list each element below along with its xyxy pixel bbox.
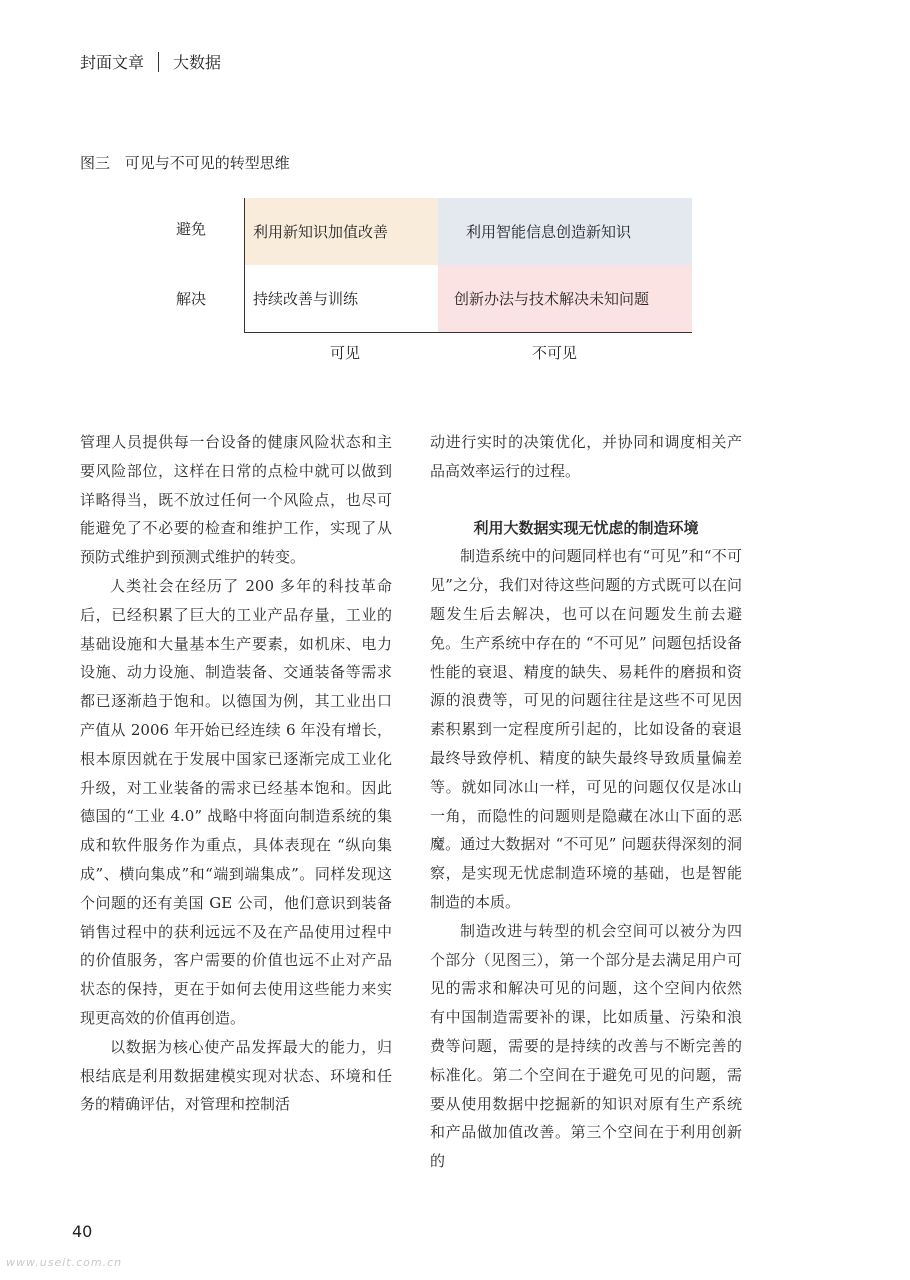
col-label-visible: 可见 <box>330 344 361 362</box>
right-column <box>430 428 742 1176</box>
cell-avoid-visible: 利用新知识加值改善 <box>245 198 438 265</box>
transformation-matrix <box>176 198 696 368</box>
cell-avoid-invisible: 利用智能信息创造新知识 <box>438 198 692 265</box>
paragraph: 动进行实时的决策优化，并协同和调度相关产品高效率运行的过程。 <box>430 433 742 480</box>
paragraph: 人类社会在经历了 200 多年的科技革命后，已经积累了巨大的工业产品存量，工业的基础设施和大量基本生产要素，如机床、电力设施、动力设施、制造装备、交通装备等需求都已逐渐趋于饱和。以德国为例，其工业出口产值从 2006 年开始已经连续 6 年没有增长，根本原因就在于发展中国家已逐渐完成工业化升级，对工业装备的需求已经基本饱和。因此德国的“工业 4.0” 战略中将面向制造系统的集成和软件服务作为重点，具体表现在 “纵向集成”、横向集成”和“端到端集成”。同样发现这个问题的还有美国 GE 公司，他们意识到装备销售过程中的获利远远不及在产品使用过程中的价值服务，客户需要的价值也远不止对产品状态的保持，更在于如何去使用这些能力来实现更高效的价值再创造。 <box>80 576 392 1027</box>
cell-solve-visible: 持续改善与训练 <box>245 265 438 332</box>
page-header <box>80 50 221 73</box>
figure-caption <box>80 152 290 173</box>
y-axis-line <box>244 198 245 332</box>
topic-label: 大数据 <box>173 53 222 72</box>
figure-title: 可见与不可见的转型思维 <box>124 154 290 172</box>
row-label-avoid: 避免 <box>176 220 207 238</box>
paragraph: 制造系统中的问题同样也有“可见”和“不可见”之分，我们对待这些问题的方式既可以在问题发生后去解决，也可以在问题发生前去避免。生产系统中存在的 “不可见” 问题包括设备性能的衰退、精度的缺失、易耗件的磨损和资源的浪费等，可见的问题往往是这些不可见因素积累到一定程度所引起的，比如设备的衰退最终导致停机、精度的缺失最终导致质量偏差等。就如同冰山一样，可见的问题仅仅是冰山一角，而隐性的问题则是隐藏在冰山下面的恶魔。通过大数据对 “不可见” 问题获得深刻的洞察，是实现无忧虑制造环境的基础，也是智能制造的本质。 <box>430 547 742 911</box>
cell-solve-invisible: 创新办法与技术解决未知问题 <box>438 265 692 332</box>
section-subheading: 利用大数据实现无忧虑的制造环境 <box>473 518 699 537</box>
figure-number: 图三 <box>80 154 111 172</box>
paragraph: 管理人员提供每一台设备的健康风险状态和主要风险部位，这样在日常的点检中就可以做到详略得当，既不放过任何一个风险点，也尽可能避免了不必要的检查和维护工作，实现了从预防式维护到预测式维护的转变。 <box>80 433 392 567</box>
watermark: www.useit.com.cn <box>6 1256 123 1269</box>
page-number: 40 <box>72 1222 93 1241</box>
x-axis-line <box>244 332 692 333</box>
header-divider <box>158 52 159 72</box>
paragraph: 制造改进与转型的机会空间可以被分为四个部分（见图三），第一个部分是去满足用户可见的需求和解决可见的问题，这个空间内依然有中国制造需要补的课，比如质量、污染和浪费等问题，需要的是持续的改善与不断完善的标准化。第二个空间在于避免可见的问题，需要从使用数据中挖掘新的知识对原有生产系统和产品做加值改善。第三个空间在于利用创新的 <box>430 921 742 1171</box>
col-label-invisible: 不可见 <box>532 344 578 362</box>
left-column <box>80 428 392 1119</box>
paragraph: 以数据为核心使产品发挥最大的能力，归根结底是利用数据建模实现对状态、环境和任务的精确评估，对管理和控制活 <box>80 1037 392 1114</box>
row-label-solve: 解决 <box>176 290 207 308</box>
section-label: 封面文章 <box>80 53 145 72</box>
